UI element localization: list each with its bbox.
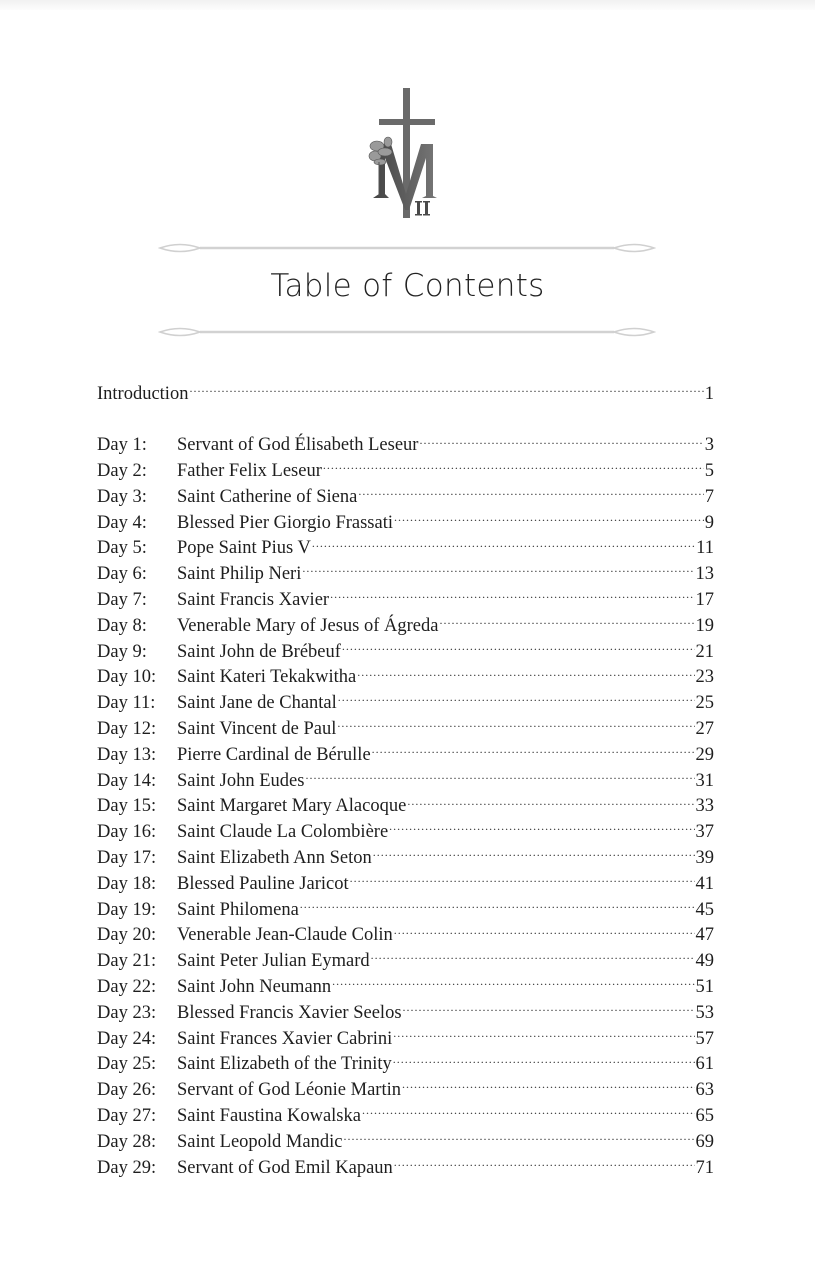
page-title: Table of Contents: [270, 268, 545, 304]
toc-entry[interactable]: [97, 1051, 714, 1077]
toc-page-number: 11: [696, 538, 714, 559]
toc-entry-title: Saint Claude La Colombière: [177, 822, 389, 843]
toc-day-label: Day 16:: [97, 822, 157, 843]
toc-page-number: 19: [695, 615, 714, 636]
toc-entry-title: Servant of God Emil Kapaun: [177, 1157, 393, 1178]
toc-entry-title: Saint Leopold Mandic: [177, 1131, 343, 1152]
toc-page-number: 63: [695, 1080, 714, 1101]
toc-page-number: 17: [695, 590, 714, 611]
toc-day-label: Day 5:: [97, 538, 147, 559]
toc-page-number: 23: [695, 667, 714, 688]
toc-day-label: Day 9:: [97, 641, 147, 662]
dot-leader: [393, 1025, 694, 1044]
dot-leader: [393, 1051, 695, 1070]
toc-entry-title: Saint Jane de Chantal: [177, 693, 337, 714]
toc-entry-title: Blessed Pier Giorgio Frassati: [177, 512, 393, 533]
toc-page-number: 39: [695, 848, 714, 869]
dot-leader: [402, 1077, 695, 1096]
toc-day-label: Day 8:: [97, 615, 147, 636]
toc-page-number: 7: [704, 486, 714, 507]
dot-leader: [189, 380, 703, 399]
toc-entry-title: Saint Elizabeth Ann Seton: [177, 848, 372, 869]
page-top-shadow: [0, 0, 815, 10]
cross-monogram-logo-icon: [365, 86, 445, 220]
toc-entry-title: Saint Faustina Kowalska: [177, 1106, 361, 1127]
toc-entry-title: Saint John de Brébeuf: [177, 641, 341, 662]
dot-leader: [342, 638, 695, 657]
toc-entry-title: Saint Francis Xavier: [177, 590, 330, 611]
dot-leader: [300, 896, 695, 915]
toc-entry[interactable]: [97, 819, 714, 845]
toc-day-label: Day 21:: [97, 951, 157, 972]
dot-leader: [371, 948, 695, 967]
dot-leader: [337, 716, 694, 735]
toc-entry[interactable]: [97, 1103, 714, 1129]
toc-entry-title: Saint Elizabeth of the Trinity: [177, 1054, 392, 1075]
title-ornament-top: [158, 241, 656, 255]
toc-page-number: 37: [695, 822, 714, 843]
toc-day-label: Day 10:: [97, 667, 157, 688]
toc-day-label: Day 29:: [97, 1157, 157, 1178]
toc-page-number: 69: [695, 1131, 714, 1152]
dot-leader: [389, 819, 694, 838]
toc-entry[interactable]: [97, 1025, 714, 1051]
dot-leader: [358, 483, 703, 502]
dot-leader: [394, 509, 704, 528]
toc-page-number: 27: [695, 719, 714, 740]
toc-entry[interactable]: [97, 1154, 714, 1180]
toc-page-number: 47: [695, 925, 714, 946]
dot-leader: [439, 612, 694, 631]
toc-entry[interactable]: [97, 535, 714, 561]
toc-entry-title: Saint Margaret Mary Alacoque: [177, 796, 407, 817]
dot-leader: [338, 690, 695, 709]
toc-page-number: 31: [695, 770, 714, 791]
toc-entry[interactable]: [97, 483, 714, 509]
toc-entry-title: Introduction: [97, 383, 189, 404]
dot-leader: [312, 535, 695, 554]
toc-entry-title: Father Felix Leseur: [177, 461, 322, 482]
toc-entry-title: Saint Philomena: [177, 899, 299, 920]
toc-day-label: Day 19:: [97, 899, 157, 920]
title-ornament-bottom: [158, 325, 656, 339]
dot-leader: [350, 870, 695, 889]
toc-entry[interactable]: [97, 587, 714, 613]
toc-page-number: 45: [695, 899, 714, 920]
dot-leader: [394, 1154, 695, 1173]
toc-entry-title: Saint John Eudes: [177, 770, 305, 791]
toc-day-label: Day 13:: [97, 744, 157, 765]
toc-day-list: [97, 432, 714, 1180]
toc-page-number: 5: [704, 461, 714, 482]
dot-leader: [373, 845, 695, 864]
toc-day-label: Day 24:: [97, 1028, 157, 1049]
toc-entry-title: Saint Frances Xavier Cabrini: [177, 1028, 393, 1049]
toc-page-number: 41: [695, 873, 714, 894]
toc-entry[interactable]: [97, 793, 714, 819]
toc-page-number: 53: [695, 1002, 714, 1023]
toc-entry[interactable]: [97, 922, 714, 948]
toc-day-label: Day 1:: [97, 435, 147, 456]
toc-day-label: Day 22:: [97, 977, 157, 998]
toc-entry-title: Blessed Francis Xavier Seelos: [177, 1002, 402, 1023]
toc-entry-title: Saint Peter Julian Eymard: [177, 951, 370, 972]
toc-page-number: 3: [704, 435, 714, 456]
toc-entry-title: Saint Kateri Tekakwitha: [177, 667, 357, 688]
toc-entry[interactable]: [97, 664, 714, 690]
toc-day-label: Day 11:: [97, 693, 156, 714]
dot-leader: [403, 999, 695, 1018]
dot-leader: [362, 1103, 695, 1122]
toc-entry[interactable]: [97, 716, 714, 742]
toc-day-label: Day 4:: [97, 512, 147, 533]
toc-day-label: Day 15:: [97, 796, 157, 817]
toc-entry[interactable]: [97, 845, 714, 871]
dot-leader: [419, 432, 703, 451]
dot-leader: [407, 793, 694, 812]
toc-page-number: 57: [695, 1028, 714, 1049]
toc-entry[interactable]: [97, 638, 714, 664]
toc-entry-introduction[interactable]: [97, 380, 714, 406]
toc-day-label: Day 12:: [97, 719, 157, 740]
toc-page-number: 29: [695, 744, 714, 765]
toc-entry[interactable]: [97, 870, 714, 896]
dot-leader: [372, 741, 695, 760]
toc-entry-title: Pierre Cardinal de Bérulle: [177, 744, 371, 765]
table-of-contents: [97, 380, 714, 1180]
toc-day-label: Day 7:: [97, 590, 147, 611]
toc-day-label: Day 17:: [97, 848, 157, 869]
toc-entry-title: Saint John Neumann: [177, 977, 332, 998]
toc-day-label: Day 28:: [97, 1131, 157, 1152]
toc-entry[interactable]: [97, 458, 714, 484]
dot-leader: [305, 767, 694, 786]
toc-entry[interactable]: [97, 896, 714, 922]
toc-entry-title: Saint Catherine of Siena: [177, 486, 358, 507]
toc-entry[interactable]: [97, 1128, 714, 1154]
dot-leader: [302, 561, 694, 580]
toc-page-number: 33: [695, 796, 714, 817]
toc-day-label: Day 23:: [97, 1002, 157, 1023]
toc-entry[interactable]: [97, 767, 714, 793]
toc-entry-title: Saint Vincent de Paul: [177, 719, 337, 740]
toc-entry[interactable]: [97, 690, 714, 716]
toc-page-number: 51: [695, 977, 714, 998]
dot-leader: [330, 587, 694, 606]
toc-entry[interactable]: [97, 612, 714, 638]
toc-page-number: 21: [695, 641, 714, 662]
dot-leader: [332, 974, 694, 993]
toc-page-number: 49: [695, 951, 714, 972]
toc-page-number: 25: [695, 693, 714, 714]
dot-leader: [343, 1128, 694, 1147]
toc-day-label: Day 2:: [97, 461, 147, 482]
dot-leader: [323, 458, 704, 477]
toc-page-number: 13: [695, 564, 714, 585]
toc-day-label: Day 20:: [97, 925, 157, 946]
toc-entry-title: Pope Saint Pius V: [177, 538, 311, 559]
toc-page-number: 61: [695, 1054, 714, 1075]
dot-leader: [357, 664, 694, 683]
toc-entry[interactable]: [97, 561, 714, 587]
toc-page-number: 1: [704, 383, 714, 404]
toc-entry-title: Saint Philip Neri: [177, 564, 302, 585]
toc-day-label: Day 6:: [97, 564, 147, 585]
dot-leader: [394, 922, 695, 941]
toc-entry[interactable]: [97, 999, 714, 1025]
toc-entry[interactable]: [97, 509, 714, 535]
toc-page-number: 65: [695, 1106, 714, 1127]
toc-day-label: Day 25:: [97, 1054, 157, 1075]
toc-page-number: 9: [704, 512, 714, 533]
toc-entry-title: Blessed Pauline Jaricot: [177, 873, 349, 894]
toc-entry-title: Servant of God Léonie Martin: [177, 1080, 401, 1101]
toc-entry[interactable]: [97, 741, 714, 767]
toc-entry[interactable]: [97, 432, 714, 458]
toc-day-label: Day 26:: [97, 1080, 157, 1101]
toc-page-number: 71: [695, 1157, 714, 1178]
toc-day-label: Day 14:: [97, 770, 157, 791]
toc-entry[interactable]: [97, 1077, 714, 1103]
toc-entry-title: Servant of God Élisabeth Leseur: [177, 435, 419, 456]
toc-day-label: Day 3:: [97, 486, 147, 507]
toc-entry-title: Venerable Mary of Jesus of Ágreda: [177, 615, 439, 636]
toc-entry[interactable]: [97, 948, 714, 974]
toc-day-label: Day 27:: [97, 1106, 157, 1127]
toc-entry-title: Venerable Jean-Claude Colin: [177, 925, 393, 946]
toc-entry[interactable]: [97, 974, 714, 1000]
toc-day-label: Day 18:: [97, 873, 157, 894]
